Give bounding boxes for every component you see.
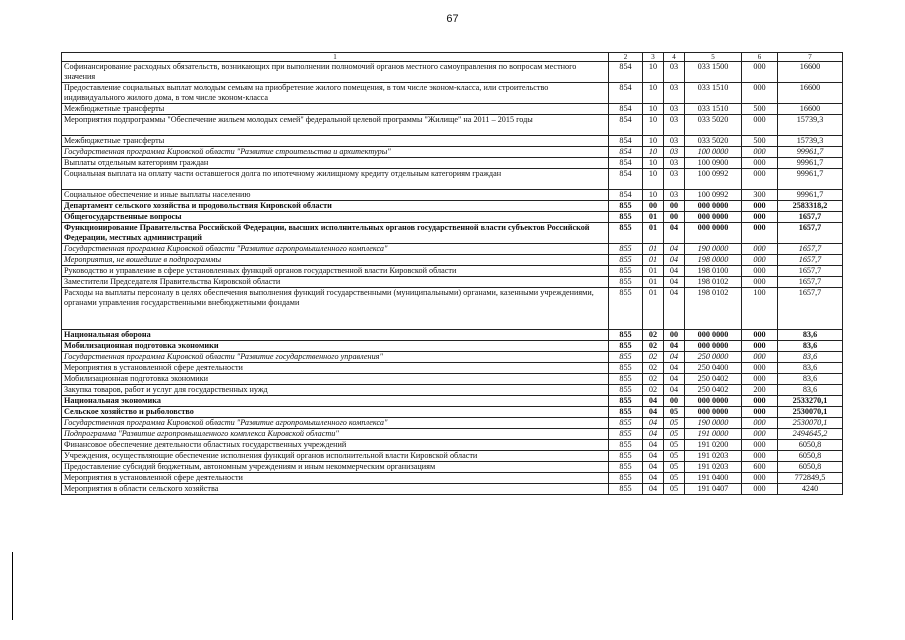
table-row xyxy=(62,212,843,223)
target-article-cell: 190 0000 xyxy=(685,244,742,255)
table-row xyxy=(62,363,843,374)
page-number: 67 xyxy=(446,13,459,25)
section-cell: 02 xyxy=(643,330,664,341)
description-cell: Мобилизационная подготовка экономики xyxy=(62,341,609,352)
table-row xyxy=(62,418,843,429)
table-header-row xyxy=(62,53,843,62)
expense-type-cell: 000 xyxy=(742,418,778,429)
ministry-code-cell: 855 xyxy=(609,473,643,484)
ministry-code-cell: 855 xyxy=(609,484,643,495)
subsection-cell: 05 xyxy=(664,462,685,473)
ministry-code-cell: 855 xyxy=(609,429,643,440)
amount-cell: 99961,7 xyxy=(778,190,843,201)
ministry-code-cell: 854 xyxy=(609,169,643,190)
description-cell: Общегосударственные вопросы xyxy=(62,212,609,223)
ministry-code-cell: 854 xyxy=(609,158,643,169)
amount-cell: 1657,7 xyxy=(778,244,843,255)
subsection-cell: 03 xyxy=(664,104,685,115)
target-article-cell: 100 0992 xyxy=(685,169,742,190)
amount-cell: 2530070,1 xyxy=(778,407,843,418)
section-cell: 01 xyxy=(643,244,664,255)
section-cell: 00 xyxy=(643,201,664,212)
ministry-code-cell: 855 xyxy=(609,244,643,255)
description-cell: Государственная программа Кировской области "Развитие агропромышленного комплекса" xyxy=(62,244,609,255)
ministry-code-cell: 855 xyxy=(609,385,643,396)
subsection-cell: 04 xyxy=(664,288,685,330)
amount-cell: 16600 xyxy=(778,83,843,104)
target-article-cell: 100 0992 xyxy=(685,190,742,201)
ministry-code-cell: 854 xyxy=(609,104,643,115)
target-article-cell: 191 0000 xyxy=(685,429,742,440)
section-cell: 01 xyxy=(643,255,664,266)
subsection-cell: 03 xyxy=(664,158,685,169)
subsection-cell: 05 xyxy=(664,451,685,462)
ministry-code-cell: 855 xyxy=(609,288,643,330)
subsection-cell: 00 xyxy=(664,212,685,223)
section-cell: 04 xyxy=(643,451,664,462)
subsection-cell: 00 xyxy=(664,330,685,341)
table-row xyxy=(62,330,843,341)
subsection-cell: 04 xyxy=(664,374,685,385)
subsection-cell: 00 xyxy=(664,201,685,212)
description-cell: Мероприятия в установленной сфере деятельности xyxy=(62,363,609,374)
table-row xyxy=(62,440,843,451)
ministry-code-cell: 855 xyxy=(609,212,643,223)
target-article-cell: 100 0900 xyxy=(685,158,742,169)
description-cell: Социальная выплата на оплату части оставшегося долга по ипотечному жилищному кредиту отдельным категориям граждан xyxy=(62,169,609,190)
expense-type-cell: 000 xyxy=(742,440,778,451)
section-cell: 10 xyxy=(643,83,664,104)
subsection-cell: 05 xyxy=(664,440,685,451)
expense-type-cell: 000 xyxy=(742,341,778,352)
ministry-code-cell: 855 xyxy=(609,352,643,363)
description-cell: Социальное обеспечение и иные выплаты населению xyxy=(62,190,609,201)
description-cell: Межбюджетные трансферты xyxy=(62,104,609,115)
section-cell: 02 xyxy=(643,352,664,363)
table-row xyxy=(62,352,843,363)
section-cell: 10 xyxy=(643,169,664,190)
expense-type-cell: 000 xyxy=(742,266,778,277)
subsection-cell: 03 xyxy=(664,83,685,104)
expense-type-cell: 000 xyxy=(742,158,778,169)
amount-cell: 1657,7 xyxy=(778,255,843,266)
amount-cell: 99961,7 xyxy=(778,158,843,169)
description-cell: Мероприятия подпрограммы "Обеспечение жильем молодых семей" федеральной целевой программы "Жилище" на 2011 – 2015 годы xyxy=(62,115,609,136)
amount-cell: 83,6 xyxy=(778,352,843,363)
description-cell: Национальная оборона xyxy=(62,330,609,341)
subsection-cell: 04 xyxy=(664,352,685,363)
header-cell: 6 xyxy=(742,53,778,62)
subsection-cell: 04 xyxy=(664,244,685,255)
description-cell: Предоставление социальных выплат молодым семьям на приобретение жилого помещения, в том числе эконом-класса, или строительство индивидуального жилого дома, в том числе эконом-класса xyxy=(62,83,609,104)
subsection-cell: 03 xyxy=(664,62,685,83)
section-cell: 10 xyxy=(643,190,664,201)
ministry-code-cell: 854 xyxy=(609,190,643,201)
budget-table xyxy=(61,52,843,495)
header-cell: 7 xyxy=(778,53,843,62)
description-cell: Мероприятия в установленной сфере деятельности xyxy=(62,473,609,484)
table-row xyxy=(62,462,843,473)
expense-type-cell: 000 xyxy=(742,62,778,83)
description-cell: Государственная программа Кировской области "Развитие агропромышленного комплекса" xyxy=(62,418,609,429)
expense-type-cell: 000 xyxy=(742,429,778,440)
table-row xyxy=(62,136,843,147)
section-cell: 02 xyxy=(643,385,664,396)
subsection-cell: 00 xyxy=(664,396,685,407)
expense-type-cell: 000 xyxy=(742,255,778,266)
table-row xyxy=(62,374,843,385)
target-article-cell: 033 5020 xyxy=(685,136,742,147)
expense-type-cell: 300 xyxy=(742,190,778,201)
subsection-cell: 05 xyxy=(664,418,685,429)
ministry-code-cell: 855 xyxy=(609,418,643,429)
expense-type-cell: 000 xyxy=(742,330,778,341)
expense-type-cell: 100 xyxy=(742,288,778,330)
section-cell: 10 xyxy=(643,62,664,83)
target-article-cell: 000 0000 xyxy=(685,341,742,352)
expense-type-cell: 500 xyxy=(742,136,778,147)
table-row xyxy=(62,451,843,462)
subsection-cell: 03 xyxy=(664,169,685,190)
subsection-cell: 03 xyxy=(664,190,685,201)
ministry-code-cell: 855 xyxy=(609,363,643,374)
target-article-cell: 198 0102 xyxy=(685,288,742,330)
description-cell: Мероприятия, не вошедшие в подпрограммы xyxy=(62,255,609,266)
subsection-cell: 04 xyxy=(664,385,685,396)
ministry-code-cell: 855 xyxy=(609,407,643,418)
amount-cell: 83,6 xyxy=(778,363,843,374)
description-cell: Департамент сельского хозяйства и продовольствия Кировской области xyxy=(62,201,609,212)
section-cell: 10 xyxy=(643,136,664,147)
expense-type-cell: 000 xyxy=(742,407,778,418)
table-row xyxy=(62,288,843,330)
table-row xyxy=(62,223,843,244)
header-cell: 2 xyxy=(609,53,643,62)
table-row xyxy=(62,83,843,104)
section-cell: 04 xyxy=(643,396,664,407)
ministry-code-cell: 855 xyxy=(609,277,643,288)
amount-cell: 6050,8 xyxy=(778,440,843,451)
description-cell: Межбюджетные трансферты xyxy=(62,136,609,147)
target-article-cell: 250 0402 xyxy=(685,374,742,385)
target-article-cell: 250 0000 xyxy=(685,352,742,363)
ministry-code-cell: 854 xyxy=(609,115,643,136)
amount-cell: 83,6 xyxy=(778,330,843,341)
section-cell: 01 xyxy=(643,212,664,223)
table-row xyxy=(62,473,843,484)
subsection-cell: 04 xyxy=(664,223,685,244)
expense-type-cell: 000 xyxy=(742,201,778,212)
section-cell: 02 xyxy=(643,374,664,385)
target-article-cell: 000 0000 xyxy=(685,407,742,418)
description-cell: Мероприятия в области сельского хозяйства xyxy=(62,484,609,495)
ministry-code-cell: 855 xyxy=(609,266,643,277)
amount-cell: 16600 xyxy=(778,104,843,115)
amount-cell: 83,6 xyxy=(778,374,843,385)
amount-cell: 2533270,1 xyxy=(778,396,843,407)
subsection-cell: 03 xyxy=(664,115,685,136)
margin-mark xyxy=(12,552,13,620)
section-cell: 10 xyxy=(643,115,664,136)
subsection-cell: 05 xyxy=(664,484,685,495)
target-article-cell: 250 0402 xyxy=(685,385,742,396)
amount-cell: 83,6 xyxy=(778,385,843,396)
table-row xyxy=(62,277,843,288)
expense-type-cell: 000 xyxy=(742,396,778,407)
amount-cell: 16600 xyxy=(778,62,843,83)
ministry-code-cell: 855 xyxy=(609,255,643,266)
table-row xyxy=(62,429,843,440)
expense-type-cell: 000 xyxy=(742,83,778,104)
amount-cell: 772849,5 xyxy=(778,473,843,484)
expense-type-cell: 000 xyxy=(742,212,778,223)
expense-type-cell: 000 xyxy=(742,115,778,136)
section-cell: 01 xyxy=(643,266,664,277)
ministry-code-cell: 855 xyxy=(609,330,643,341)
section-cell: 04 xyxy=(643,440,664,451)
target-article-cell: 000 0000 xyxy=(685,201,742,212)
target-article-cell: 100 0000 xyxy=(685,147,742,158)
header-cell: 3 xyxy=(643,53,664,62)
target-article-cell: 000 0000 xyxy=(685,223,742,244)
description-cell: Закупка товаров, работ и услуг для государственных нужд xyxy=(62,385,609,396)
subsection-cell: 04 xyxy=(664,363,685,374)
ministry-code-cell: 855 xyxy=(609,201,643,212)
subsection-cell: 04 xyxy=(664,277,685,288)
description-cell: Мобилизационная подготовка экономики xyxy=(62,374,609,385)
description-cell: Руководство и управление в сфере установленных функций органов государственной власти Кировской области xyxy=(62,266,609,277)
amount-cell: 83,6 xyxy=(778,341,843,352)
expense-type-cell: 000 xyxy=(742,473,778,484)
target-article-cell: 190 0000 xyxy=(685,418,742,429)
amount-cell: 1657,7 xyxy=(778,223,843,244)
description-cell: Государственная программа Кировской области "Развитие строительства и архитектуры" xyxy=(62,147,609,158)
table-row xyxy=(62,341,843,352)
table-row xyxy=(62,104,843,115)
description-cell: Государственная программа Кировской области "Развитие государственного управления" xyxy=(62,352,609,363)
table-row xyxy=(62,266,843,277)
expense-type-cell: 000 xyxy=(742,484,778,495)
description-cell: Заместители Председателя Правительства Кировской области xyxy=(62,277,609,288)
target-article-cell: 000 0000 xyxy=(685,212,742,223)
target-article-cell: 033 1510 xyxy=(685,83,742,104)
target-article-cell: 191 0203 xyxy=(685,451,742,462)
amount-cell: 6050,8 xyxy=(778,462,843,473)
table-row xyxy=(62,158,843,169)
target-article-cell: 000 0000 xyxy=(685,330,742,341)
subsection-cell: 03 xyxy=(664,147,685,158)
section-cell: 04 xyxy=(643,418,664,429)
subsection-cell: 05 xyxy=(664,473,685,484)
description-cell: Сельское хозяйство и рыболовство xyxy=(62,407,609,418)
amount-cell: 15739,3 xyxy=(778,115,843,136)
expense-type-cell: 000 xyxy=(742,374,778,385)
target-article-cell: 191 0407 xyxy=(685,484,742,495)
amount-cell: 99961,7 xyxy=(778,147,843,158)
header-cell: 1 xyxy=(62,53,609,62)
table-row xyxy=(62,407,843,418)
subsection-cell: 05 xyxy=(664,407,685,418)
section-cell: 10 xyxy=(643,147,664,158)
target-article-cell: 191 0200 xyxy=(685,440,742,451)
section-cell: 04 xyxy=(643,462,664,473)
header-cell: 4 xyxy=(664,53,685,62)
amount-cell: 1657,7 xyxy=(778,266,843,277)
expense-type-cell: 500 xyxy=(742,104,778,115)
description-cell: Функционирование Правительства Российской Федерации, высших исполнительных органов государственной власти субъектов Российской Федерации, местных администраций xyxy=(62,223,609,244)
table-row xyxy=(62,115,843,136)
amount-cell: 15739,3 xyxy=(778,136,843,147)
table-row xyxy=(62,484,843,495)
section-cell: 02 xyxy=(643,363,664,374)
target-article-cell: 033 1500 xyxy=(685,62,742,83)
ministry-code-cell: 854 xyxy=(609,136,643,147)
table-row xyxy=(62,396,843,407)
target-article-cell: 033 5020 xyxy=(685,115,742,136)
expense-type-cell: 600 xyxy=(742,462,778,473)
section-cell: 04 xyxy=(643,407,664,418)
amount-cell: 2494645,2 xyxy=(778,429,843,440)
amount-cell: 1657,7 xyxy=(778,288,843,330)
ministry-code-cell: 855 xyxy=(609,396,643,407)
ministry-code-cell: 855 xyxy=(609,451,643,462)
table-row xyxy=(62,244,843,255)
section-cell: 04 xyxy=(643,473,664,484)
target-article-cell: 198 0100 xyxy=(685,266,742,277)
section-cell: 04 xyxy=(643,429,664,440)
ministry-code-cell: 854 xyxy=(609,62,643,83)
target-article-cell: 191 0203 xyxy=(685,462,742,473)
amount-cell: 2583318,2 xyxy=(778,201,843,212)
expense-type-cell: 000 xyxy=(742,223,778,244)
target-article-cell: 033 1510 xyxy=(685,104,742,115)
description-cell: Подпрограмма "Развитие агропромышленного комплекса Кировской области" xyxy=(62,429,609,440)
subsection-cell: 04 xyxy=(664,341,685,352)
amount-cell: 1657,7 xyxy=(778,212,843,223)
header-cell: 5 xyxy=(685,53,742,62)
ministry-code-cell: 854 xyxy=(609,147,643,158)
subsection-cell: 03 xyxy=(664,136,685,147)
expense-type-cell: 000 xyxy=(742,169,778,190)
expense-type-cell: 000 xyxy=(742,147,778,158)
section-cell: 01 xyxy=(643,223,664,244)
amount-cell: 99961,7 xyxy=(778,169,843,190)
expense-type-cell: 000 xyxy=(742,363,778,374)
section-cell: 02 xyxy=(643,341,664,352)
description-cell: Финансовое обеспечение деятельности областных государственных учреждений xyxy=(62,440,609,451)
expense-type-cell: 000 xyxy=(742,451,778,462)
description-cell: Национальная экономика xyxy=(62,396,609,407)
subsection-cell: 05 xyxy=(664,429,685,440)
table-row xyxy=(62,201,843,212)
amount-cell: 2530070,1 xyxy=(778,418,843,429)
amount-cell: 4240 xyxy=(778,484,843,495)
table-row xyxy=(62,385,843,396)
expense-type-cell: 000 xyxy=(742,277,778,288)
subsection-cell: 04 xyxy=(664,266,685,277)
description-cell: Расходы на выплаты персоналу в целях обеспечения выполнения функций государственными (муниципальными) органами, казенными учреждениями, органами управления государственными внебюджетными фондами xyxy=(62,288,609,330)
section-cell: 04 xyxy=(643,484,664,495)
description-cell: Выплаты отдельным категориям граждан xyxy=(62,158,609,169)
description-cell: Софинансирование расходных обязательств, возникающих при выполнении полномочий органов местного самоуправления по вопросам местного значения xyxy=(62,62,609,83)
expense-type-cell: 000 xyxy=(742,352,778,363)
target-article-cell: 250 0400 xyxy=(685,363,742,374)
description-cell: Учреждения, осуществляющие обеспечение исполнения функций органов исполнительной власти Кировской области xyxy=(62,451,609,462)
description-cell: Предоставление субсидий бюджетным, автономным учреждениям и иным некоммерческим организациям xyxy=(62,462,609,473)
ministry-code-cell: 855 xyxy=(609,440,643,451)
section-cell: 01 xyxy=(643,277,664,288)
section-cell: 01 xyxy=(643,288,664,330)
ministry-code-cell: 854 xyxy=(609,83,643,104)
subsection-cell: 04 xyxy=(664,255,685,266)
table-row xyxy=(62,169,843,190)
table-row xyxy=(62,190,843,201)
target-article-cell: 191 0400 xyxy=(685,473,742,484)
ministry-code-cell: 855 xyxy=(609,341,643,352)
target-article-cell: 198 0102 xyxy=(685,277,742,288)
expense-type-cell: 000 xyxy=(742,244,778,255)
target-article-cell: 198 0000 xyxy=(685,255,742,266)
target-article-cell: 000 0000 xyxy=(685,396,742,407)
ministry-code-cell: 855 xyxy=(609,374,643,385)
section-cell: 10 xyxy=(643,104,664,115)
ministry-code-cell: 855 xyxy=(609,462,643,473)
table-row xyxy=(62,255,843,266)
table-row xyxy=(62,62,843,83)
table-row xyxy=(62,147,843,158)
amount-cell: 1657,7 xyxy=(778,277,843,288)
amount-cell: 6050,8 xyxy=(778,451,843,462)
expense-type-cell: 200 xyxy=(742,385,778,396)
ministry-code-cell: 855 xyxy=(609,223,643,244)
section-cell: 10 xyxy=(643,158,664,169)
